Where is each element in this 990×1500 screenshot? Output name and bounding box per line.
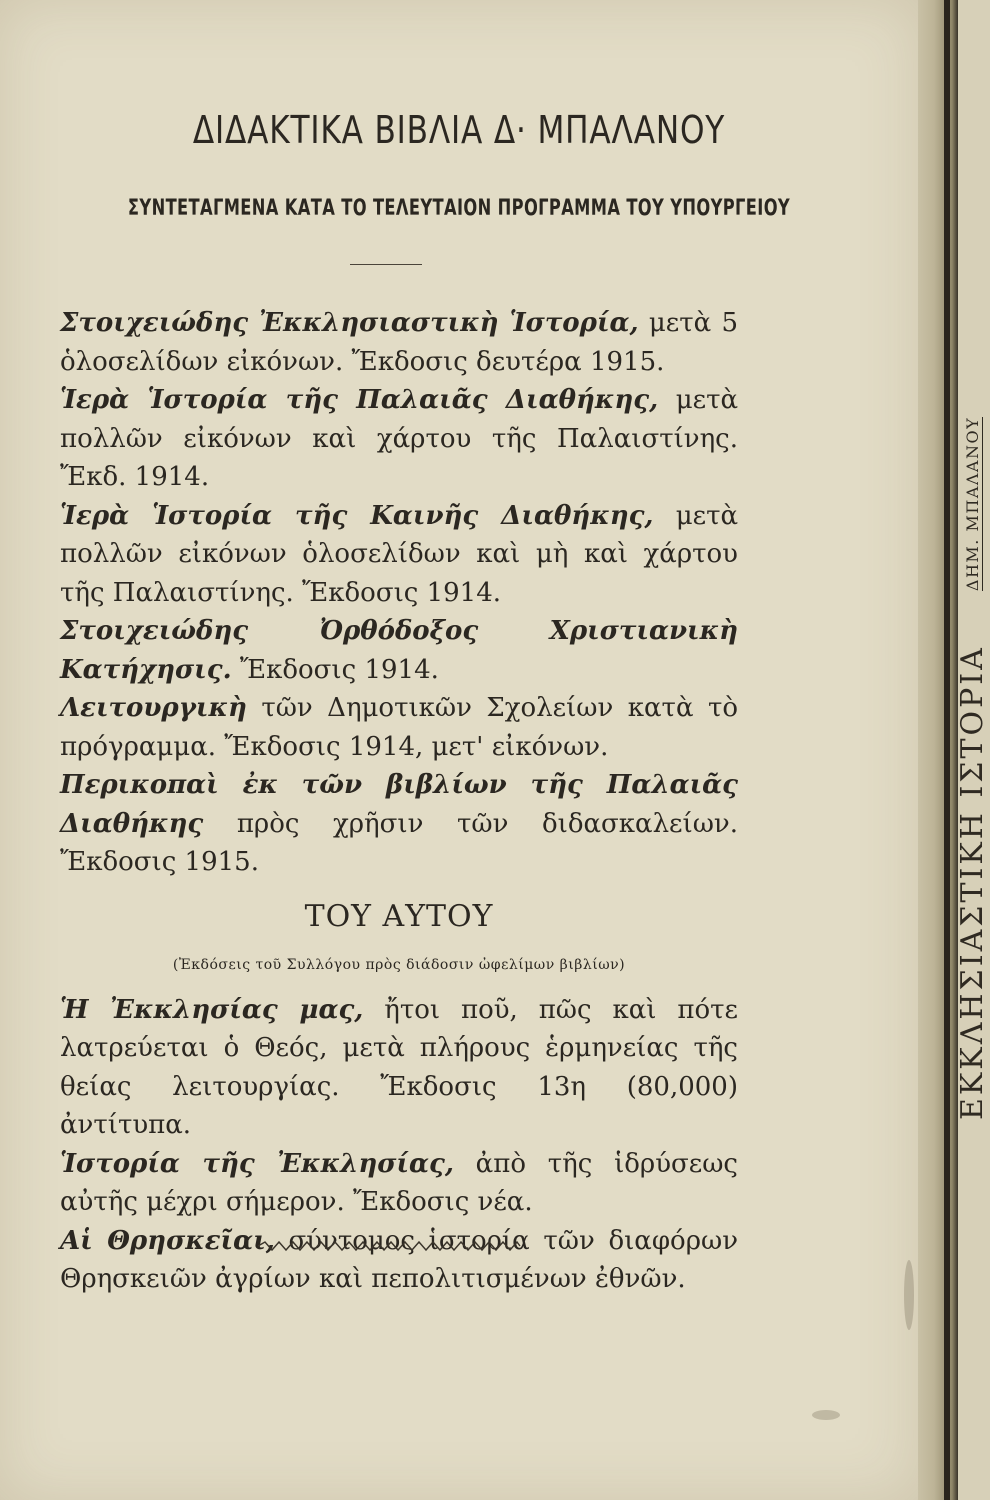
catalog-entry (60, 991, 738, 1145)
entry-title: Αἱ Θρησκεῖαι, (60, 1225, 275, 1256)
entry-description: μετὰ πολλῶν εἰκόνων καὶ χάρτου τῆς Παλαιστίνης. Ἔκδ. 1914. (60, 385, 739, 492)
entry-description: ἤτοι ποῦ, πῶς καὶ πότε λατρεύεται ὁ Θεός, μετὰ πλήρους ἑρμηνείας τῆς θείας λειτουργίας. Ἔκδοσις 13η (80,000) ἀντίτυπα. (60, 994, 739, 1140)
entry-description: τῶν Δημοτικῶν Σχολείων κατὰ τὸ πρόγραμμα. Ἔκδοσις 1914, μετ' εἰκόνων. (60, 693, 738, 762)
catalog-entry (60, 1145, 738, 1222)
page-title: ΔΙΔΑΚΤΙΚΑ ΒΙΒΛΙΑ Δ· ΜΠΑΛΑΝΟΥ (192, 108, 726, 152)
catalog-entry (60, 1222, 738, 1299)
entry-description: μετὰ πολλῶν εἰκόνων ὁλοσελίδων καὶ μὴ καὶ χάρτου τῆς Παλαιστίνης. Ἔκδοσις 1914. (60, 500, 739, 608)
catalog-entry (60, 766, 738, 882)
ink-mark (904, 1260, 914, 1330)
entry-description: Ἔκδοσις 1914. (231, 654, 439, 685)
section-note: (Ἐκδόσεις τοῦ Συλλόγου πρὸς διάδοσιν ὠφελίμων βιβλίων) (172, 957, 626, 973)
entry-title: Ἱερὰ Ἱστορία τῆς Καινῆς Διαθήκης, (60, 500, 654, 531)
spine-edge (944, 0, 950, 1500)
entry-description: μετὰ 5 ὁλοσελίδων εἰκόνων. Ἔκδοσις δευτέρα 1915. (60, 308, 738, 377)
entry-title: Λειτουργικὴ (60, 693, 247, 723)
spine-label (955, 220, 990, 1120)
entry-title: Ἱστορία τῆς Ἐκκλησίας, (60, 1148, 454, 1179)
entry-title: Ἡ Ἐκκλησίας μας, (60, 994, 364, 1025)
spine-author: ΔΗΜ. ΜΠΑΛΑΝΟΥ (962, 416, 982, 592)
entry-description: ἀπὸ τῆς ἱδρύσεως αὐτῆς μέχρι σήμερον. Ἔκδοσις νέα. (60, 1148, 738, 1217)
catalog-entry (60, 497, 738, 613)
book-spine (918, 0, 958, 1500)
title-divider (350, 264, 422, 265)
entry-title: Ἱερὰ Ἱστορία τῆς Παλαιᾶς Διαθήκης, (60, 385, 659, 415)
ink-mark (812, 1410, 840, 1420)
catalog-entry (60, 381, 738, 497)
catalog-entry (60, 689, 738, 766)
catalog-entry (60, 304, 738, 381)
catalog-body (60, 304, 738, 1299)
entry-title: Στοιχειώδης Ἐκκλησιαστικὴ Ἱστορία, (60, 308, 639, 338)
entry-description: σύντομος ἱστορία τῶν διαφόρων Θρησκειῶν ἀγρίων καὶ πεπολιτισμένων ἐθνῶν. (60, 1225, 738, 1294)
entry-description: πρὸς χρῆσιν τῶν διδασκαλείων. Ἔκδοσις 1915. (60, 808, 738, 877)
spine-title: ΕΚΚΛΗΣΙΑΣΤΙΚΗ ΙΣΤΟΡΙΑ (955, 645, 990, 1120)
catalog-entry (60, 612, 738, 689)
entry-title: Περικοπαὶ ἐκ τῶν βιβλίων τῆς Παλαιᾶς Διαθήκης (60, 770, 738, 839)
entry-title: Στοιχειώδης Ὀρθόδοξος Χριστιανικὴ Κατήχησις. (60, 616, 738, 685)
wavy-ornament (258, 1238, 520, 1254)
page-subtitle: ΣΥΝΤΕΤΑΓΜΕΝΑ ΚΑΤΑ ΤΟ ΤΕΛΕΥΤΑΙΟΝ ΠΡΟΓΡΑΜΜΑ ΤΟΥ ΥΠΟΥΡΓΕΙΟΥ (127, 196, 791, 221)
section-heading: ΤΟΥ ΑΥΤΟΥ (304, 898, 494, 934)
